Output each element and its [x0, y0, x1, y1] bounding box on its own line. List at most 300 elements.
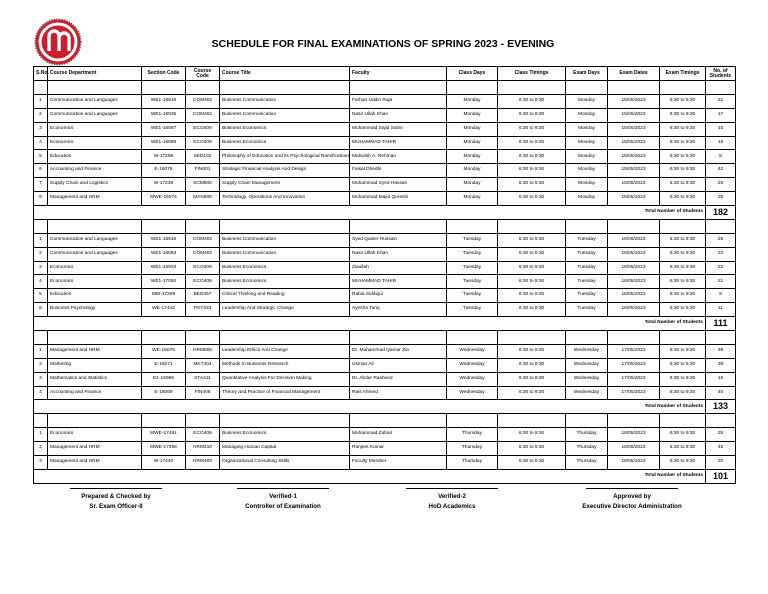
cell-section-code: E-16076 — [142, 164, 186, 178]
cell-class-timings: 6:30 to 9:30 — [498, 164, 566, 178]
spacer-cell — [350, 414, 447, 428]
cell-class-timings: 6:30 to 9:30 — [498, 386, 566, 400]
spacer-cell — [48, 219, 142, 233]
cell-exam-dates: 15/05/2023 — [608, 122, 660, 136]
table-row — [34, 289, 736, 303]
cell-faculty: Nasir Ullah Khan — [350, 108, 447, 122]
cell-exam-timings: 6:30 to 9:30 — [660, 303, 706, 317]
cell-section-code: WE-16075 — [142, 344, 186, 358]
total-row — [34, 317, 736, 331]
cell-course-code: COM402 — [186, 94, 220, 108]
cell-class-timings: 6:30 to 9:30 — [498, 289, 566, 303]
spacer-cell — [447, 81, 498, 95]
cell-section-code: WE1-17050 — [142, 275, 186, 289]
cell-sno: 2 — [34, 247, 48, 261]
cell-no-of-students: 21 — [706, 94, 736, 108]
cell-faculty: Rais Ahmed — [350, 386, 447, 400]
cell-exam-dates: 16/05/2023 — [608, 289, 660, 303]
header-exam-days: Exam Days — [566, 67, 608, 81]
cell-class-days: Wednesday — [447, 358, 498, 372]
cell-no-of-students: 16 — [706, 136, 736, 150]
cell-exam-days: Monday — [566, 192, 608, 206]
cell-exam-dates: 16/05/2023 — [608, 275, 660, 289]
cell-class-timings: 6:30 to 9:30 — [498, 192, 566, 206]
cell-exam-days: Wednesday — [566, 344, 608, 358]
cell-course-code: MAN608 — [186, 192, 220, 206]
cell-sno: 2 — [34, 358, 48, 372]
cell-course-department: Mathematics and Statistics — [48, 372, 142, 386]
cell-no-of-students: 35 — [706, 428, 736, 442]
signature-verified-1 — [223, 488, 343, 512]
table-row — [34, 428, 736, 442]
cell-class-days: Monday — [447, 94, 498, 108]
cell-course-department: Accounting and Finance — [48, 386, 142, 400]
cell-course-title: Critical Thinking and Reading — [220, 289, 350, 303]
spacer-cell — [706, 219, 736, 233]
cell-course-department: Communication and Languages — [48, 108, 142, 122]
header-no-of-students-text: No. of Students — [709, 67, 732, 79]
table-row — [34, 150, 736, 164]
cell-class-timings: 6:30 to 9:30 — [498, 358, 566, 372]
cell-course-title: Business Economics — [220, 136, 350, 150]
cell-exam-days: Monday — [566, 164, 608, 178]
table-row — [34, 178, 736, 192]
cell-sno: 7 — [34, 178, 48, 192]
cell-class-timings: 6:30 to 9:30 — [498, 261, 566, 275]
table-row — [34, 94, 736, 108]
cell-course-department: Economics — [48, 275, 142, 289]
cell-course-title: Theory and Practice of Financial Management — [220, 386, 350, 400]
cell-faculty: MUHAMMAD TAHIR — [350, 136, 447, 150]
cell-faculty: Ziaullah — [350, 261, 447, 275]
cell-no-of-students: 28 — [706, 178, 736, 192]
cell-class-timings: 6:30 to 9:30 — [498, 233, 566, 247]
cell-course-title: Methods In Business Research — [220, 358, 350, 372]
cell-sno: 3 — [34, 261, 48, 275]
signature-line — [406, 488, 498, 489]
cell-class-days: Monday — [447, 150, 498, 164]
total-value: 111 — [706, 317, 736, 331]
cell-exam-dates: 15/05/2023 — [608, 164, 660, 178]
cell-sno: 1 — [34, 428, 48, 442]
cell-exam-dates: 17/05/2023 — [608, 358, 660, 372]
cell-course-title: Business Communication — [220, 233, 350, 247]
cell-course-code: SED102 — [186, 150, 220, 164]
cell-course-department: Economics — [48, 122, 142, 136]
cell-exam-timings: 6:30 to 9:30 — [660, 164, 706, 178]
total-row — [34, 206, 736, 220]
spacer-cell — [447, 219, 498, 233]
cell-class-days: Tuesday — [447, 289, 498, 303]
total-row-blank — [34, 400, 608, 414]
cell-faculty: Muhammad Zubair — [350, 428, 447, 442]
spacer-cell — [608, 219, 660, 233]
cell-course-title: Business Economics — [220, 261, 350, 275]
cell-course-department: Marketing — [48, 358, 142, 372]
cell-faculty: Ranjeet Kumar — [350, 442, 447, 456]
total-row — [34, 400, 736, 414]
signature-line — [237, 488, 329, 489]
cell-class-days: Thursday — [447, 442, 498, 456]
group-spacer-row — [34, 81, 736, 95]
cell-class-days: Thursday — [447, 456, 498, 470]
cell-course-title: Business Communication — [220, 94, 350, 108]
cell-section-code: WE1-16935 — [142, 108, 186, 122]
cell-course-code: FIN408 — [186, 386, 220, 400]
header-no-of-students — [706, 67, 736, 81]
cell-course-department: Management and HRM — [48, 442, 142, 456]
cell-class-timings: 6:30 to 9:30 — [498, 428, 566, 442]
cell-sno: 3 — [34, 122, 48, 136]
spacer-cell — [142, 219, 186, 233]
cell-class-days: Monday — [447, 178, 498, 192]
cell-exam-dates: 17/05/2023 — [608, 386, 660, 400]
cell-class-days: Tuesday — [447, 247, 498, 261]
spacer-cell — [706, 414, 736, 428]
total-row-blank — [34, 469, 608, 483]
cell-no-of-students: 22 — [706, 261, 736, 275]
cell-section-code: MWE-17398 — [142, 442, 186, 456]
cell-sno: 8 — [34, 192, 48, 206]
cell-exam-dates: 15/05/2023 — [608, 94, 660, 108]
cell-course-title: Philosophy of Education and its Psychological Ramifications — [220, 150, 350, 164]
table-row — [34, 136, 736, 150]
spacer-cell — [186, 219, 220, 233]
spacer-cell — [34, 331, 48, 345]
spacer-cell — [660, 331, 706, 345]
cell-no-of-students: 15 — [706, 122, 736, 136]
cell-course-code: ECO409 — [186, 261, 220, 275]
cell-course-title: Organizational Consulting Skills — [220, 456, 350, 470]
signature-line — [70, 488, 162, 489]
cell-sno: 3 — [34, 456, 48, 470]
cell-exam-timings: 6:30 to 9:30 — [660, 136, 706, 150]
cell-faculty: Ayesha Tariq — [350, 303, 447, 317]
spacer-cell — [142, 81, 186, 95]
header-sno: S.No. — [34, 67, 48, 81]
spacer-cell — [186, 414, 220, 428]
cell-no-of-students: 9 — [706, 289, 736, 303]
total-value: 182 — [706, 206, 736, 220]
group-spacer-row — [34, 219, 736, 233]
spacer-cell — [220, 414, 350, 428]
spacer-cell — [608, 414, 660, 428]
cell-exam-timings: 6:30 to 9:30 — [660, 456, 706, 470]
cell-course-title: Technology, Operations And Innovation — [220, 192, 350, 206]
cell-course-department: Education — [48, 150, 142, 164]
cell-faculty: Faculty Member — [350, 456, 447, 470]
cell-class-timings: 6:30 to 9:30 — [498, 94, 566, 108]
header-exam-dates: Exam Dates — [608, 67, 660, 81]
cell-class-timings: 6:30 to 9:30 — [498, 456, 566, 470]
exam-schedule-table — [33, 66, 736, 484]
cell-sno: 5 — [34, 150, 48, 164]
spacer-cell — [220, 81, 350, 95]
spacer-cell — [706, 81, 736, 95]
cell-exam-dates: 18/05/2023 — [608, 442, 660, 456]
cell-exam-timings: 6:30 to 9:30 — [660, 192, 706, 206]
cell-exam-days: Tuesday — [566, 289, 608, 303]
signature-role: Executive Director Administration — [582, 503, 682, 510]
cell-class-days: Monday — [447, 164, 498, 178]
cell-no-of-students: 42 — [706, 164, 736, 178]
cell-section-code: W-17440 — [142, 456, 186, 470]
cell-no-of-students: 40 — [706, 386, 736, 400]
group-spacer-row — [34, 414, 736, 428]
cell-class-timings: 6:30 to 9:30 — [498, 247, 566, 261]
spacer-cell — [566, 414, 608, 428]
table-row — [34, 344, 736, 358]
cell-course-title: Leadership And Strategic Change — [220, 303, 350, 317]
cell-sno: 3 — [34, 372, 48, 386]
cell-course-code: HRM606 — [186, 344, 220, 358]
table-row — [34, 233, 736, 247]
cell-exam-days: Wednesday — [566, 372, 608, 386]
spacer-cell — [186, 331, 220, 345]
cell-section-code: WE-17442 — [142, 303, 186, 317]
header-section-code: Section Code — [142, 67, 186, 81]
spacer-cell — [186, 81, 220, 95]
cell-no-of-students: 17 — [706, 108, 736, 122]
cell-class-days: Wednesday — [447, 344, 498, 358]
cell-course-department: Management and HRM — [48, 456, 142, 470]
cell-exam-days: Tuesday — [566, 275, 608, 289]
total-row-blank — [34, 206, 608, 220]
spacer-cell — [566, 81, 608, 95]
cell-course-code: HRM410 — [186, 442, 220, 456]
cell-no-of-students: 39 — [706, 344, 736, 358]
cell-faculty: Dr. Abdur Rasheed — [350, 372, 447, 386]
spacer-cell — [498, 81, 566, 95]
cell-no-of-students: 21 — [706, 275, 736, 289]
cell-no-of-students: 23 — [706, 247, 736, 261]
cell-sno: 2 — [34, 442, 48, 456]
cell-faculty: Syed Qaiser Hussain — [350, 233, 447, 247]
cell-course-title: Strategic Financial Analysis And Design — [220, 164, 350, 178]
table-body — [34, 81, 736, 484]
cell-section-code: W-17239 — [142, 178, 186, 192]
spacer-cell — [48, 81, 142, 95]
cell-course-department: Communication and Languages — [48, 94, 142, 108]
cell-course-code: SCM605 — [186, 178, 220, 192]
cell-faculty: Muhammad Sajid Salim — [350, 122, 447, 136]
signature-line — [586, 488, 678, 489]
cell-exam-dates: 16/05/2023 — [608, 261, 660, 275]
cell-class-days: Monday — [447, 122, 498, 136]
table-row — [34, 122, 736, 136]
spacer-cell — [566, 219, 608, 233]
group-spacer-row — [34, 331, 736, 345]
cell-class-days: Tuesday — [447, 233, 498, 247]
cell-exam-dates: 18/05/2023 — [608, 456, 660, 470]
cell-exam-days: Wednesday — [566, 386, 608, 400]
cell-class-days: Thursday — [447, 428, 498, 442]
cell-class-timings: 6:30 to 9:30 — [498, 136, 566, 150]
cell-class-days: Monday — [447, 108, 498, 122]
cell-sno: 5 — [34, 289, 48, 303]
spacer-cell — [447, 331, 498, 345]
cell-faculty: Dr. Muhammad Qamar Zia — [350, 344, 447, 358]
spacer-cell — [660, 81, 706, 95]
cell-exam-dates: 16/05/2023 — [608, 233, 660, 247]
cell-course-title: Managing Human Capital — [220, 442, 350, 456]
university-logo — [34, 18, 82, 66]
cell-exam-timings: 6:30 to 9:30 — [660, 428, 706, 442]
cell-section-code: E-16069 — [142, 386, 186, 400]
cell-exam-timings: 6:30 to 9:30 — [660, 122, 706, 136]
cell-class-days: Monday — [447, 136, 498, 150]
spacer-cell — [220, 219, 350, 233]
spacer-cell — [660, 219, 706, 233]
table-row — [34, 303, 736, 317]
cell-faculty: Faisal Dhedhi — [350, 164, 447, 178]
signature-role: Controller of Examination — [245, 503, 321, 510]
header-course-title: Course Title — [220, 67, 350, 81]
cell-exam-timings: 6:30 to 9:30 — [660, 150, 706, 164]
cell-class-days: Tuesday — [447, 261, 498, 275]
cell-sno: 2 — [34, 108, 48, 122]
cell-course-title: Business Communication — [220, 247, 350, 261]
cell-course-department: Economics — [48, 136, 142, 150]
cell-course-department: Management and HRM — [48, 344, 142, 358]
spacer-cell — [608, 81, 660, 95]
cell-course-code: COM402 — [186, 247, 220, 261]
cell-class-days: Wednesday — [447, 372, 498, 386]
cell-course-department: Economics — [48, 428, 142, 442]
header-course-code — [186, 67, 220, 81]
spacer-cell — [660, 414, 706, 428]
cell-class-days: Wednesday — [447, 386, 498, 400]
cell-no-of-students: 8 — [706, 150, 736, 164]
total-label: Total Number of Students — [608, 469, 706, 483]
cell-course-code: COM402 — [186, 233, 220, 247]
signature-approved — [570, 488, 694, 512]
cell-course-code: ECO409 — [186, 122, 220, 136]
spacer-cell — [220, 331, 350, 345]
cell-exam-timings: 6:30 to 9:30 — [660, 178, 706, 192]
cell-exam-dates: 15/05/2023 — [608, 150, 660, 164]
header-course-department: Course Department — [48, 67, 142, 81]
signature-prepared — [56, 488, 176, 512]
cell-exam-dates: 16/05/2023 — [608, 247, 660, 261]
cell-class-days: Tuesday — [447, 275, 498, 289]
cell-course-department: Business Psychology — [48, 303, 142, 317]
total-value: 101 — [706, 469, 736, 483]
cell-sno: 1 — [34, 94, 48, 108]
spacer-cell — [34, 219, 48, 233]
spacer-cell — [498, 331, 566, 345]
cell-exam-dates: 18/05/2023 — [608, 428, 660, 442]
cell-exam-days: Thursday — [566, 428, 608, 442]
cell-course-title: Supply Chain Management — [220, 178, 350, 192]
signature-role: HoD Academics — [428, 503, 476, 510]
cell-exam-days: Tuesday — [566, 303, 608, 317]
cell-section-code: MWE-16074 — [142, 192, 186, 206]
cell-course-code: STA411 — [186, 372, 220, 386]
cell-exam-timings: 6:30 to 9:30 — [660, 386, 706, 400]
cell-section-code: WE1-16063 — [142, 247, 186, 261]
header-course-code-text: Course Code — [193, 67, 212, 79]
cell-class-timings: 6:30 to 9:30 — [498, 372, 566, 386]
cell-exam-dates: 15/05/2023 — [608, 136, 660, 150]
cell-sno: 4 — [34, 275, 48, 289]
cell-faculty: Muhammad Syed Hassan — [350, 178, 447, 192]
signature-role: Sr. Exam Officer-II — [89, 503, 143, 510]
cell-no-of-students: 35 — [706, 192, 736, 206]
cell-exam-dates: 17/05/2023 — [608, 372, 660, 386]
spacer-cell — [498, 219, 566, 233]
spacer-cell — [498, 414, 566, 428]
table-row — [34, 164, 736, 178]
cell-course-title: Business Economics — [220, 275, 350, 289]
cell-class-timings: 6:30 to 9:30 — [498, 150, 566, 164]
spacer-cell — [447, 414, 498, 428]
cell-course-department: Accounting and Finance — [48, 164, 142, 178]
cell-exam-dates: 17/05/2023 — [608, 344, 660, 358]
cell-course-department: Supply Chain and Logistics — [48, 178, 142, 192]
cell-exam-dates: 15/05/2023 — [608, 178, 660, 192]
table-row — [34, 108, 736, 122]
cell-course-title: Business Communication — [220, 108, 350, 122]
cell-sno: 6 — [34, 303, 48, 317]
spacer-cell — [350, 219, 447, 233]
cell-class-timings: 6:30 to 9:30 — [498, 178, 566, 192]
header-class-days: Class Days — [447, 67, 498, 81]
spacer-cell — [34, 414, 48, 428]
cell-no-of-students: 11 — [706, 303, 736, 317]
cell-sno: 4 — [34, 386, 48, 400]
cell-exam-days: Thursday — [566, 442, 608, 456]
total-value: 133 — [706, 400, 736, 414]
spacer-cell — [350, 81, 447, 95]
spacer-cell — [34, 81, 48, 95]
page-title: SCHEDULE FOR FINAL EXAMINATIONS OF SPRING 2023 - EVENING — [211, 38, 555, 50]
cell-sno: 1 — [34, 233, 48, 247]
cell-course-title: Quantitative Analysis For Decision Making — [220, 372, 350, 386]
cell-course-title: Business Economics — [220, 428, 350, 442]
cell-class-timings: 6:30 to 9:30 — [498, 344, 566, 358]
signature-title: Approved by — [613, 493, 651, 500]
cell-course-department: Communication and Languages — [48, 247, 142, 261]
spacer-cell — [566, 331, 608, 345]
cell-no-of-students: 46 — [706, 442, 736, 456]
table-row — [34, 275, 736, 289]
cell-exam-timings: 6:30 to 9:30 — [660, 344, 706, 358]
cell-course-department: Management and HRM — [48, 192, 142, 206]
cell-exam-days: Tuesday — [566, 261, 608, 275]
cell-section-code: WE1-16915 — [142, 94, 186, 108]
table-row — [34, 247, 736, 261]
cell-exam-days: Monday — [566, 122, 608, 136]
cell-exam-days: Monday — [566, 108, 608, 122]
spacer-cell — [350, 331, 447, 345]
cell-faculty: MUHAMMAD TAHIR — [350, 275, 447, 289]
cell-sno: 1 — [34, 344, 48, 358]
cell-faculty: Rabia Siddiqui — [350, 289, 447, 303]
cell-no-of-students: 16 — [706, 372, 736, 386]
cell-faculty: Farhan Uddin Raja — [350, 94, 447, 108]
signature-title: Prepared & Checked by — [81, 493, 151, 500]
cell-exam-timings: 6:30 to 9:30 — [660, 233, 706, 247]
signature-title: Verified-2 — [438, 493, 466, 500]
cell-no-of-students: 20 — [706, 456, 736, 470]
cell-course-code: PSY433 — [186, 303, 220, 317]
cell-section-code: MWE-17491 — [142, 428, 186, 442]
cell-course-code: HRM409 — [186, 456, 220, 470]
cell-course-code: FIN601 — [186, 164, 220, 178]
cell-exam-dates: 15/05/2023 — [608, 108, 660, 122]
cell-no-of-students: 38 — [706, 358, 736, 372]
